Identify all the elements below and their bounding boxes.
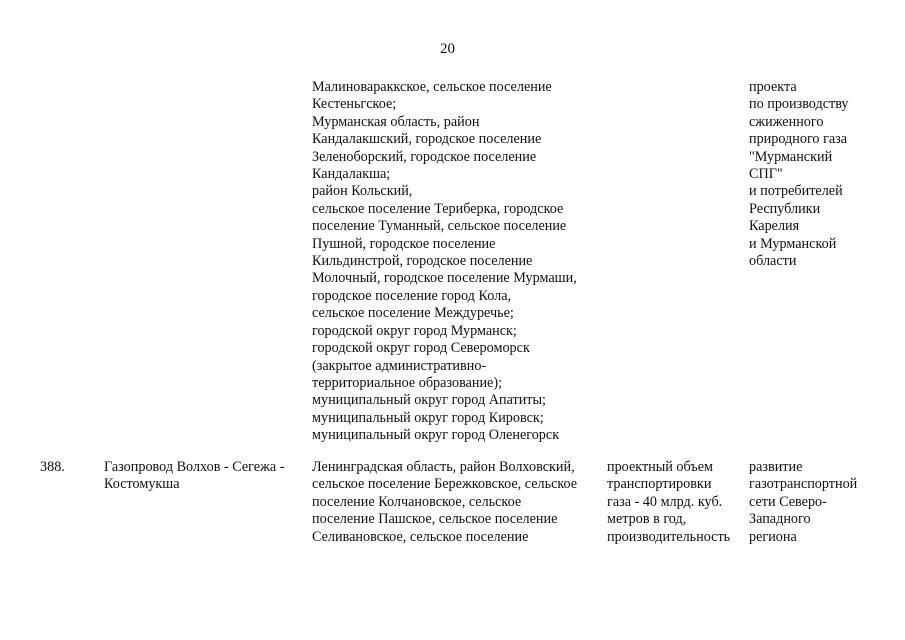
text-line: Республики bbox=[749, 200, 821, 217]
text-line: и потребителей bbox=[749, 183, 843, 200]
text-line: муниципальный округ город Апатиты; bbox=[312, 392, 546, 409]
text-line: муниципальный округ город Оленегорск bbox=[312, 427, 560, 444]
text-line: проектный объем bbox=[607, 459, 713, 475]
text-line: Селивановское, сельское поселение bbox=[312, 528, 529, 545]
text-line: транспортировки bbox=[607, 476, 712, 493]
text-line: природного газа bbox=[749, 131, 848, 148]
row-purpose-cell bbox=[749, 459, 857, 546]
text-line: Пушной, городское поселение bbox=[312, 235, 496, 252]
text-line: Молочный, городское поселение Мурмаши, bbox=[312, 270, 577, 287]
text-line: производительность bbox=[607, 528, 731, 545]
text-line: Зеленоборский, городское поселение bbox=[312, 148, 537, 165]
text-line: "Мурманский bbox=[749, 148, 833, 165]
text-line: Кандалакшский, городское поселение bbox=[312, 131, 542, 148]
text-line: (закрытое административно- bbox=[312, 357, 487, 374]
text-line: сети Северо- bbox=[749, 493, 827, 510]
text-line: Ленинградская область, район Волховский, bbox=[312, 459, 575, 475]
text-line: Западного bbox=[749, 511, 811, 528]
text-line: район Кольский, bbox=[312, 183, 413, 200]
text-line: метров в год, bbox=[607, 511, 687, 528]
text-line: региона bbox=[749, 528, 797, 545]
text-line: сельское поселение Бережковское, сельское bbox=[312, 476, 578, 493]
text-line: городской округ город Мурманск; bbox=[312, 322, 517, 339]
page-number: 20 bbox=[440, 41, 455, 57]
text-line: Карелия bbox=[749, 218, 800, 235]
text-line: газа - 40 млрд. куб. bbox=[607, 493, 723, 510]
text-line: сельское поселение Териберка, городское bbox=[312, 200, 564, 217]
text-line: СПГ" bbox=[749, 166, 783, 183]
text-line: сжиженного bbox=[749, 113, 824, 130]
text-line: поселение Туманный, сельское поселение bbox=[312, 218, 567, 235]
row-locations-cell bbox=[312, 79, 577, 445]
text-line: развитие bbox=[749, 459, 803, 475]
text-line: проекта bbox=[749, 79, 797, 95]
row-locations-cell bbox=[312, 459, 577, 546]
text-line: поселение Пашское, сельское поселение bbox=[312, 511, 558, 528]
row-purpose-cell bbox=[749, 79, 849, 270]
text-line: Костомукша bbox=[104, 476, 180, 493]
text-line: газотранспортной bbox=[749, 476, 858, 493]
text-line: Газопровод Волхов - Сегежа - bbox=[104, 459, 285, 475]
text-line: области bbox=[749, 253, 797, 270]
text-line: Кандалакша; bbox=[312, 166, 391, 183]
text-line: территориальное образование); bbox=[312, 374, 503, 391]
text-line: Мурманская область, район bbox=[312, 113, 480, 130]
text-line: поселение Колчановское, сельское bbox=[312, 493, 522, 510]
row-specs-cell bbox=[607, 459, 730, 546]
text-line: по производству bbox=[749, 96, 849, 113]
text-line: сельское поселение Междуречье; bbox=[312, 305, 514, 322]
text-line: Кильдинстрой, городское поселение bbox=[312, 253, 533, 270]
row-name-cell bbox=[104, 459, 284, 494]
text-line: городской округ город Североморск bbox=[312, 340, 530, 357]
text-line: и Мурманской bbox=[749, 235, 837, 252]
text-line: городское поселение город Кола, bbox=[312, 287, 512, 304]
text-line: Кестеньгское; bbox=[312, 96, 397, 113]
text-line: Малиновараккское, сельское поселение bbox=[312, 79, 552, 95]
text-line: муниципальный округ город Кировск; bbox=[312, 409, 544, 426]
row-number-cell: 388. bbox=[40, 459, 65, 475]
